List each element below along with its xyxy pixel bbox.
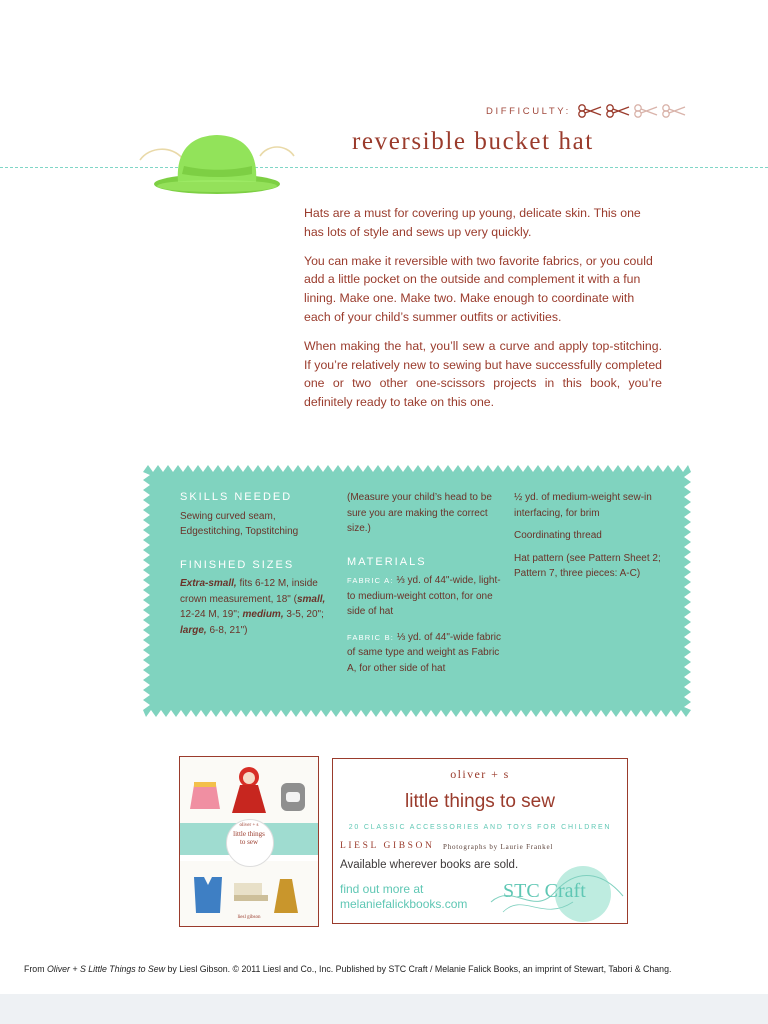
ad-tagline: 20 CLASSIC ACCESSORIES AND TOYS FOR CHILDREN xyxy=(348,824,612,831)
pattern-item: Hat pattern (see Pattern Sheet 2; Pattern 7, three pieces: A-C) xyxy=(514,552,661,579)
fabric-b-text: ⅓ yd. of 44"-wide fabric of same type and weight as Fabric A, for other side of hat xyxy=(347,631,501,674)
intro-paragraph-3: When making the hat, you’ll sew a curve and apply top-stitching. If you’re relatively new to sewing but have successfully completed one or two other one-scissors projects in this book, you’re definitely ready to take on this one. xyxy=(304,338,662,410)
book-author: liesl gibson xyxy=(237,915,261,920)
scissors-icon xyxy=(605,103,631,119)
book-brand: oliver + s xyxy=(239,823,259,828)
intro-text xyxy=(304,204,662,422)
fabric-a-text: ⅓ yd. of 44"-wide, light- to medium-weight cotton, for one side of hat xyxy=(347,575,501,617)
credit-book-title: Oliver + S Little Things to Sew xyxy=(46,964,166,974)
ad-photographer: Photographs by Laurie Frankel xyxy=(443,843,554,851)
materials-heading: MATERIALS xyxy=(347,555,427,568)
book-cover-image xyxy=(179,756,319,927)
ad-find-out xyxy=(340,882,467,912)
header-dashed-divider xyxy=(0,167,768,168)
fabric-a-label: FABRIC A: xyxy=(347,576,394,585)
sizes-text-part: 6-8, 21") xyxy=(206,624,248,636)
skills-heading: SKILLS NEEDED xyxy=(180,491,293,503)
sizes-text-part: fits 6-12 M, inside crown measurement, 18" ( xyxy=(180,578,318,605)
ad-availability: Available wherever books are sold. xyxy=(340,859,519,871)
ad-book-title: little things to sew xyxy=(405,791,555,812)
fabric-b-item xyxy=(347,630,502,677)
stc-craft-logo-text: STC Craft xyxy=(503,880,586,902)
page-title: reversible bucket hat xyxy=(352,128,594,155)
sizes-text xyxy=(180,576,330,638)
difficulty-rating xyxy=(486,103,687,119)
book-advertisement xyxy=(332,758,628,924)
measure-note: (Measure your child’s head to be sure you are making the correct size.) xyxy=(347,492,492,534)
stc-craft-logo xyxy=(483,862,628,922)
book-title-line-2: to sew xyxy=(239,838,259,846)
size-medium-label: medium, xyxy=(242,609,284,620)
credit-line xyxy=(24,964,671,974)
ad-find-out-text: find out more at xyxy=(340,882,424,896)
sizes-heading: FINISHED SIZES xyxy=(180,558,295,571)
scissors-icon xyxy=(661,103,687,119)
panel-column-1 xyxy=(180,490,330,645)
sizes-text-part: 12-24 M, 19"; xyxy=(180,609,243,620)
size-small-label: small, xyxy=(296,593,326,605)
size-extra-small-label: Extra-small, xyxy=(180,578,237,589)
skills-text: Sewing curved seam, Edgestitching, Topstitching xyxy=(180,510,299,537)
ad-website-link[interactable]: melaniefalickbooks.com xyxy=(340,897,468,911)
difficulty-scissors xyxy=(577,103,687,119)
credit-from: From xyxy=(24,964,47,974)
book-title-line-1: little things xyxy=(233,830,265,838)
fabric-b-label: FABRIC B: xyxy=(347,632,395,642)
ad-author: LIESL GIBSON xyxy=(340,841,435,851)
bucket-hat-illustration xyxy=(136,126,298,198)
scissors-icon xyxy=(633,103,659,119)
ad-brand: oliver + s xyxy=(450,767,510,781)
page-bottom-band xyxy=(0,994,768,1024)
intro-paragraph-1: Hats are a must for covering up young, delicate skin. This one has lots of style and sews up very quickly. xyxy=(304,206,641,239)
difficulty-label: DIFFICULTY: xyxy=(486,105,571,117)
interfacing-item: ½ yd. of medium-weight sew-in interfacing, for brim xyxy=(514,492,652,519)
sizes-text-part: 3-5, 20"; xyxy=(283,609,324,620)
fabric-a-item xyxy=(347,573,502,620)
scissors-icon xyxy=(577,103,603,119)
panel-column-2 xyxy=(347,490,502,683)
panel-column-3 xyxy=(514,490,674,589)
thread-item: Coordinating thread xyxy=(514,530,602,541)
size-large-label: large, xyxy=(180,624,207,636)
credit-rest: by Liesl Gibson. © 2011 Liesl and Co., Inc. Published by STC Craft / Melanie Falick Books, an imprint of Stewart, Tabori & Chang. xyxy=(165,964,672,974)
intro-paragraph-2: You can make it reversible with two favorite fabrics, or you could add a little pocket on the outside and complement it with a fun lining. Make one. Make two. Make enough to coordinate with each of your child’s summer outfits or activities. xyxy=(304,253,653,324)
